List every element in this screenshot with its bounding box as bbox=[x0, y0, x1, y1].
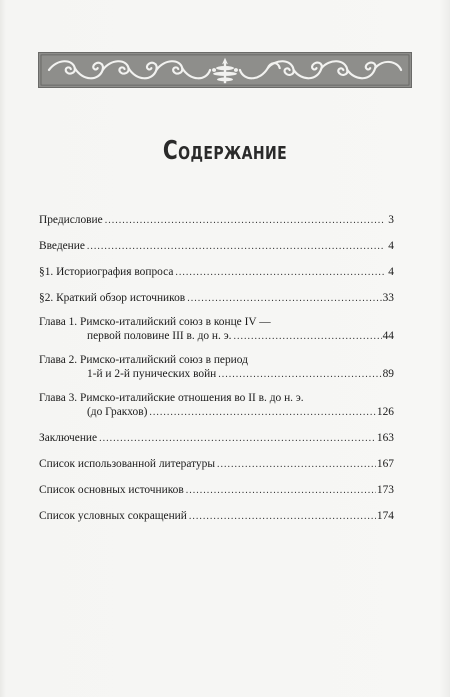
dot-leader bbox=[87, 240, 385, 254]
toc-entry[interactable] bbox=[39, 431, 394, 446]
toc-entry[interactable] bbox=[39, 509, 394, 524]
toc-entry-title-continued: (до Гракхов) bbox=[87, 406, 148, 418]
toc-entry[interactable] bbox=[39, 315, 394, 344]
toc-entry-title-continued: первой половине III в. до н. э. bbox=[87, 330, 232, 342]
dot-leader bbox=[233, 330, 381, 344]
toc-entry-page: 4 bbox=[388, 240, 394, 252]
toc-entry-title: §1. Историография вопроса bbox=[39, 266, 174, 278]
dot-leader bbox=[217, 458, 376, 472]
toc-entry-title: Глава 2. Римско-италийский союз в период bbox=[39, 354, 248, 366]
toc-entry-page: 163 bbox=[376, 432, 394, 444]
toc-entry-title: Список основных источников bbox=[39, 484, 184, 496]
toc-entry-title-continued: 1-й и 2-й пунических войн bbox=[87, 368, 217, 380]
toc-entry-title: Глава 1. Римско-италийский союз в конце IV — bbox=[39, 316, 271, 328]
dot-leader bbox=[218, 368, 381, 382]
toc-entry-page: 44 bbox=[382, 330, 394, 342]
toc-entry-title: Глава 3. Римско-италийские отношения во II в. до н. э. bbox=[39, 392, 304, 404]
toc-entry[interactable] bbox=[39, 353, 394, 382]
toc-entry-page: 167 bbox=[376, 458, 394, 470]
dot-leader bbox=[186, 484, 376, 498]
toc-entry[interactable] bbox=[39, 391, 394, 420]
table-of-contents bbox=[39, 213, 394, 524]
toc-entry[interactable] bbox=[39, 291, 394, 306]
dot-leader bbox=[105, 214, 385, 228]
toc-entry-title: Список условных сокращений bbox=[39, 510, 187, 522]
toc-entry-page: 173 bbox=[376, 484, 394, 496]
toc-entry[interactable] bbox=[39, 265, 394, 280]
dot-leader bbox=[149, 406, 375, 420]
toc-entry-page: 3 bbox=[388, 214, 394, 226]
toc-entry-page: 33 bbox=[382, 292, 394, 304]
toc-entry-page: 89 bbox=[382, 368, 394, 380]
toc-entry-page: 126 bbox=[376, 406, 394, 418]
scroll-ornament-icon bbox=[39, 53, 411, 87]
dot-leader bbox=[187, 292, 381, 306]
dot-leader bbox=[189, 510, 376, 524]
dot-leader bbox=[99, 432, 376, 446]
toc-entry-title: Заключение bbox=[39, 432, 98, 444]
toc-entry-page: 174 bbox=[376, 510, 394, 522]
page-title: Содержание bbox=[162, 136, 288, 166]
toc-entry[interactable] bbox=[39, 457, 394, 472]
dot-leader bbox=[175, 266, 385, 280]
toc-entry-title: Список использованной литературы bbox=[39, 458, 215, 470]
toc-entry[interactable] bbox=[39, 239, 394, 254]
toc-entry[interactable] bbox=[39, 213, 394, 228]
toc-entry-page: 4 bbox=[388, 266, 394, 278]
toc-entry-title: §2. Краткий обзор источников bbox=[39, 292, 186, 304]
toc-entry-title: Введение bbox=[39, 240, 85, 252]
decorative-ornament-band bbox=[38, 52, 412, 88]
toc-entry-title: Предисловие bbox=[39, 214, 103, 226]
toc-entry[interactable] bbox=[39, 483, 394, 498]
